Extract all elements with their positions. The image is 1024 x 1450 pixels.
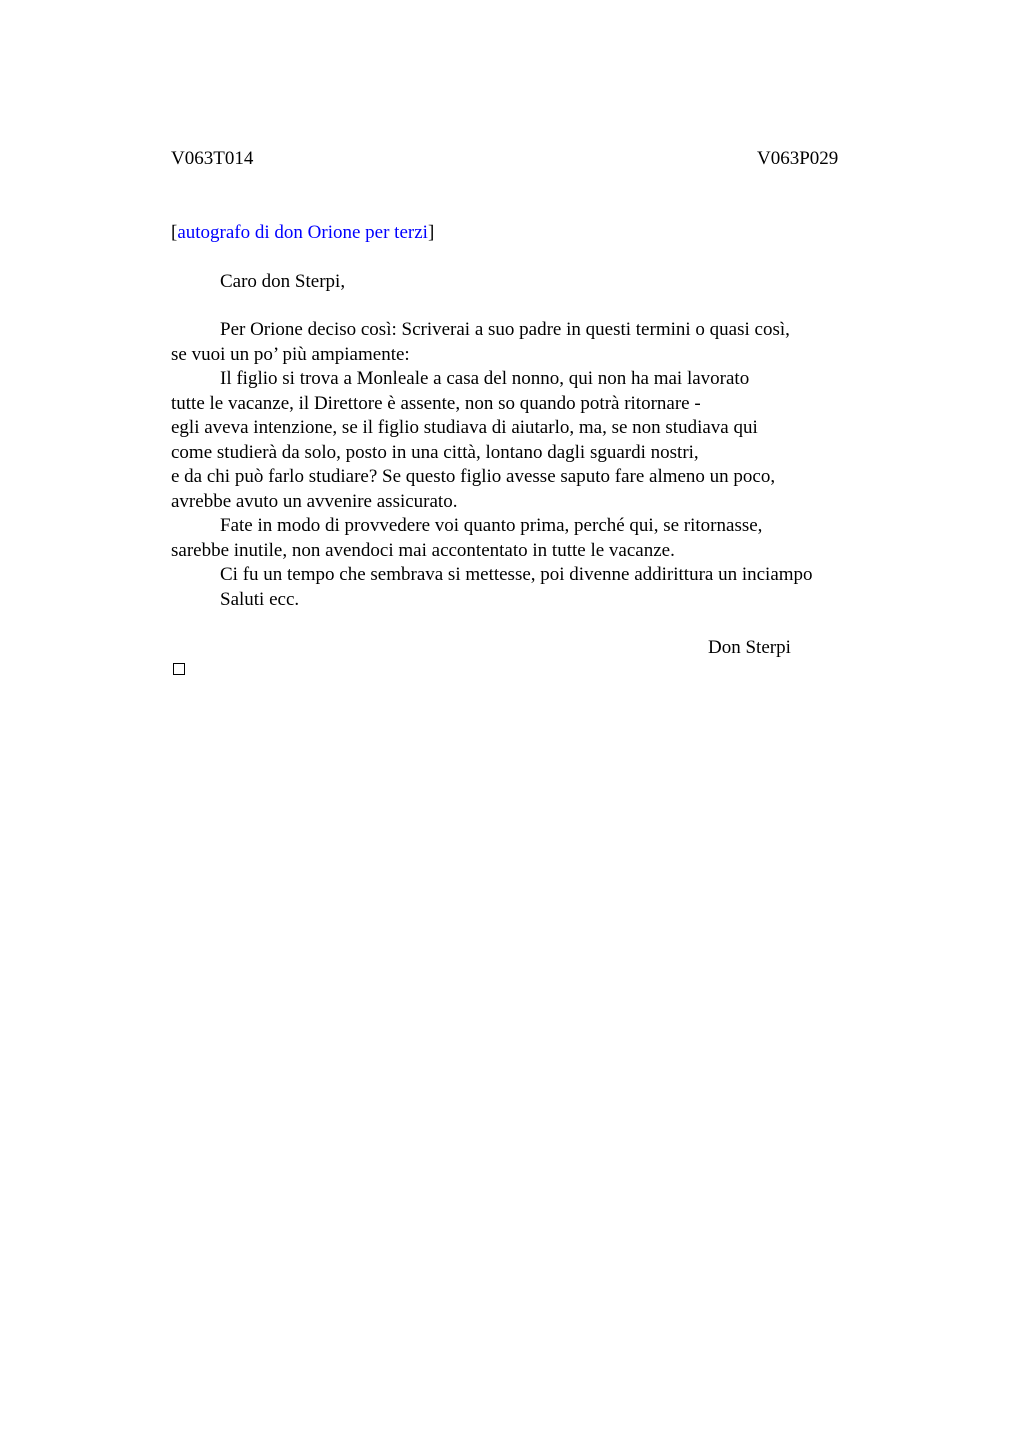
document-code-left: V063T014 (171, 148, 254, 169)
body-line: e da chi può farlo studiare? Se questo figlio avesse saputo fare almeno un poco, (171, 466, 776, 487)
body-line: Per Orione deciso così: Scriverai a suo padre in questi termini o quasi così, (220, 319, 790, 340)
body-line: Saluti ecc. (220, 589, 300, 610)
note-close-bracket: ] (427, 222, 435, 243)
note-open-bracket: [ (171, 222, 178, 243)
body-line: se vuoi un po’ più ampiamente: (171, 344, 410, 365)
note-text: autografo di don Orione per terzi (177, 222, 428, 243)
signature: Don Sterpi (708, 637, 791, 658)
body-line: avrebbe avuto un avvenire assicurato. (171, 491, 458, 512)
editorial-note (171, 223, 434, 242)
body-line: Fate in modo di provvedere voi quanto prima, perché qui, se ritornasse, (220, 515, 763, 536)
checkbox-icon (173, 663, 185, 675)
body-line: Il figlio si trova a Monleale a casa del nonno, qui non ha mai lavorato (220, 368, 750, 389)
salutation: Caro don Sterpi, (220, 271, 346, 292)
body-line: Ci fu un tempo che sembrava si mettesse, poi divenne addirittura un inciampo (220, 564, 813, 585)
body-line: sarebbe inutile, non avendoci mai accontentato in tutte le vacanze. (171, 540, 675, 561)
body-line: tutte le vacanze, il Direttore è assente, non so quando potrà ritornare - (171, 393, 701, 414)
body-line: egli aveva intenzione, se il figlio studiava di aiutarlo, ma, se non studiava qui (171, 417, 758, 438)
document-code-right: V063P029 (757, 148, 839, 169)
body-line: come studierà da solo, posto in una città, lontano dagli sguardi nostri, (171, 442, 699, 463)
